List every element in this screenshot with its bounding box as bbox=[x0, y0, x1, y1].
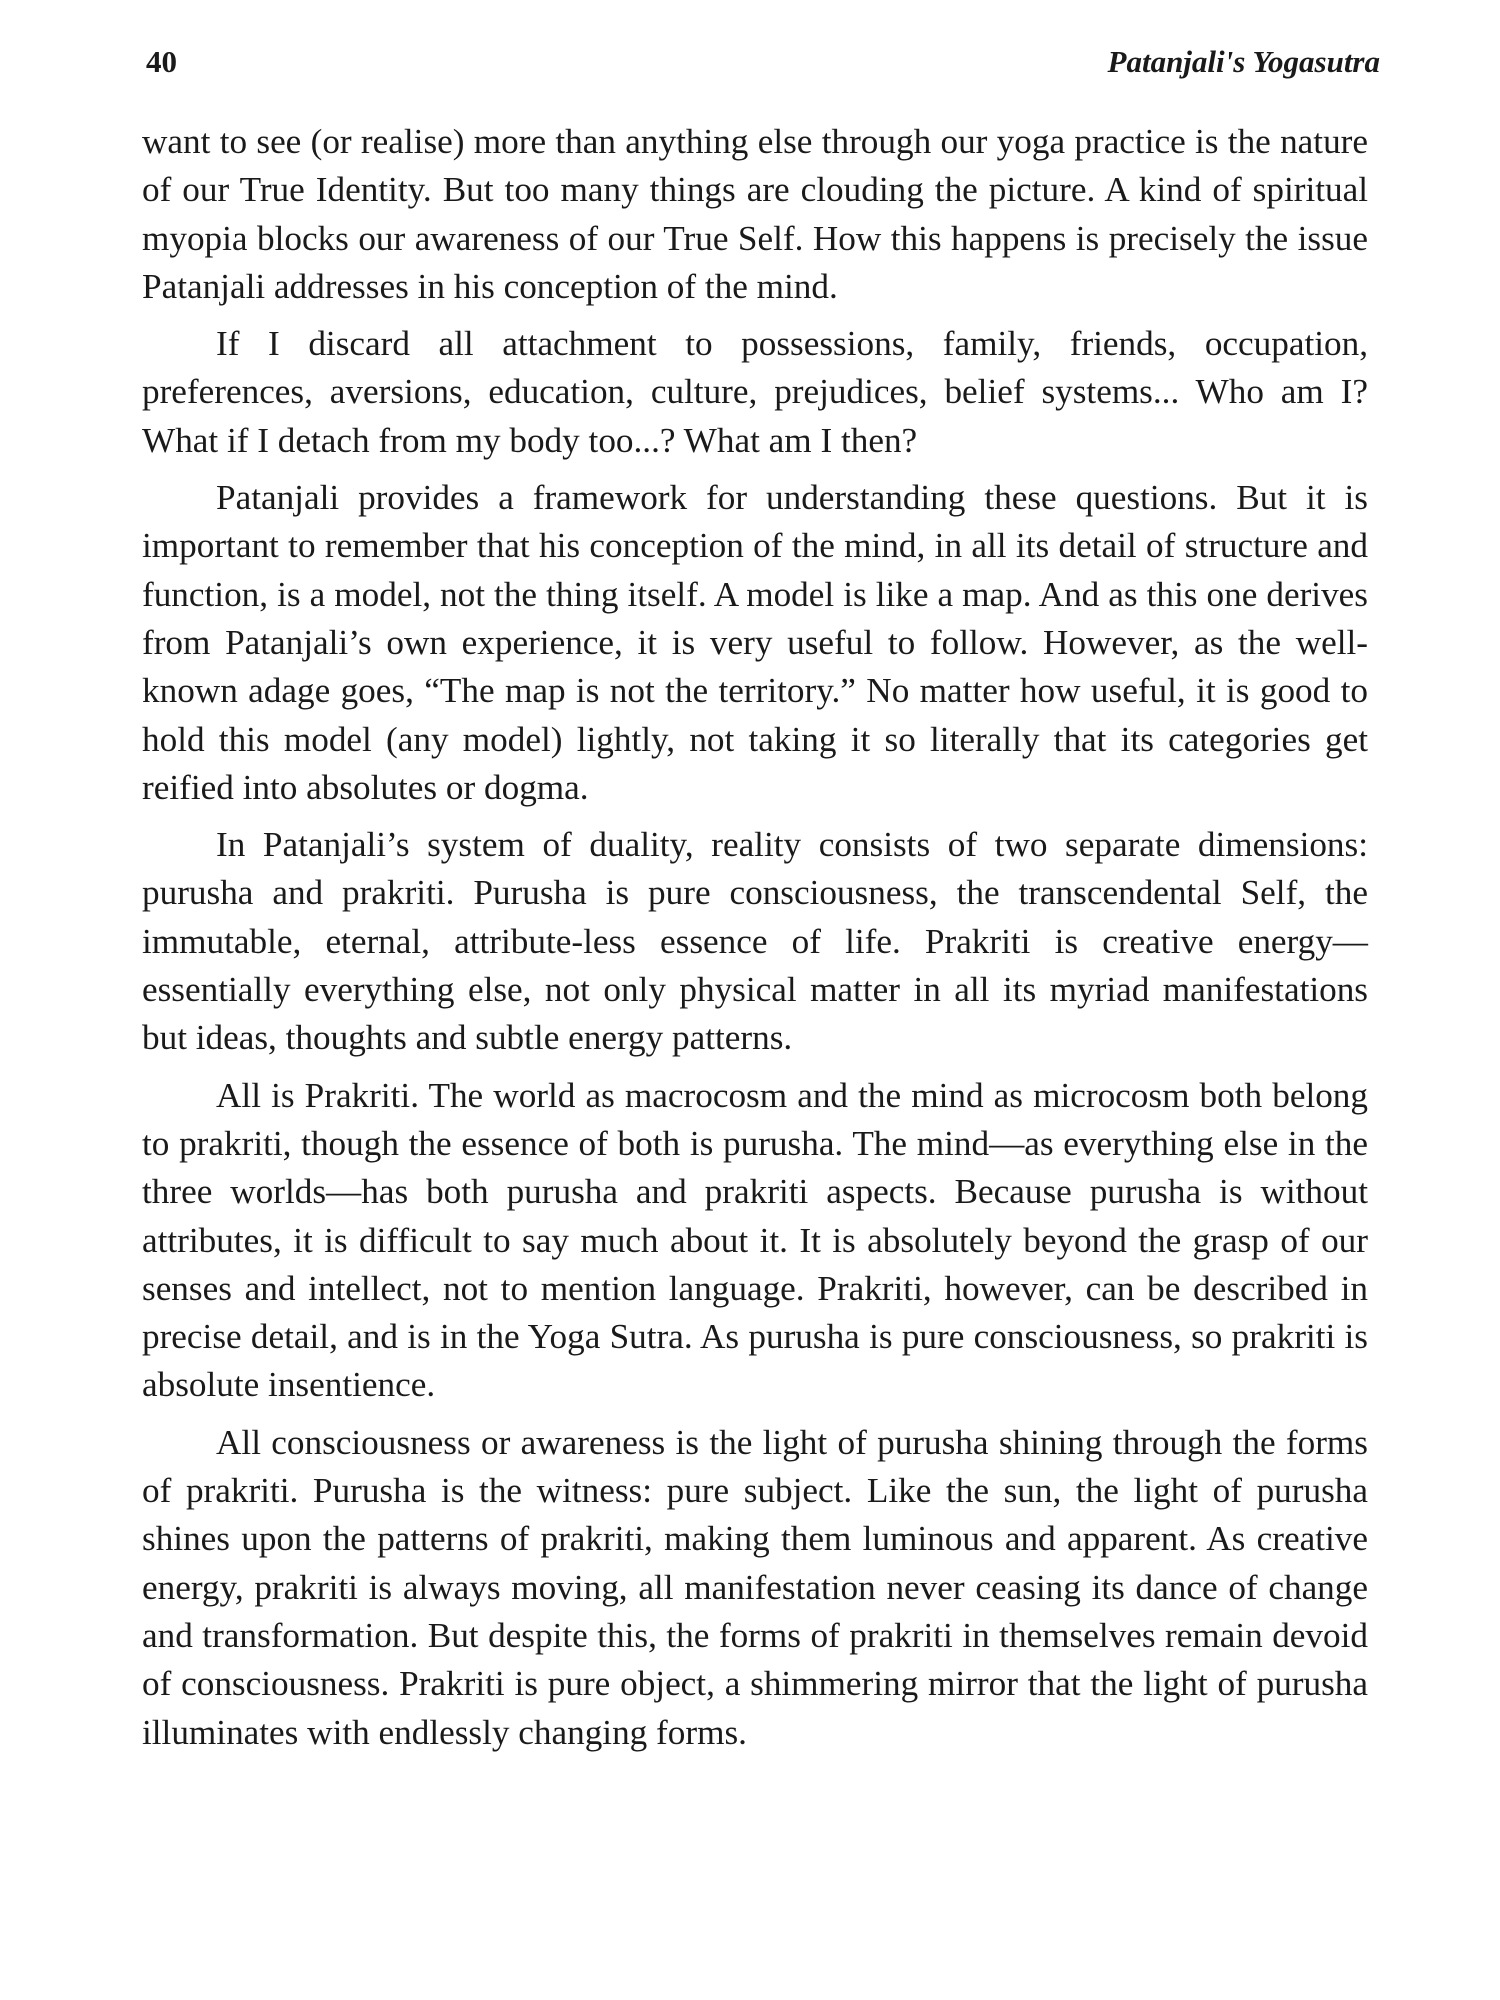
paragraph: All is Prakriti. The world as macrocosm and the mind as microcosm both belong to prakriti, though the essence of both is purusha. The mind—as everything else in the three worlds—has both purusha and prakriti aspects. Because purusha is without attributes, it is difficult to say much about it. It is absolutely beyond the grasp of our senses and intellect, not to mention language. Prakriti, however, can be described in precise detail, and is in the Yoga Sutra. As purusha is pure consciousness, so prakriti is absolute insentience. bbox=[142, 1075, 1368, 1405]
paragraph: If I discard all attachment to possessions, family, friends, occupation, preferences, aversions, education, culture, prejudices, belief systems... Who am I? What if I detach from my body too...? What am I then? bbox=[142, 324, 1368, 460]
paragraph-continued: want to see (or realise) more than anything else through our yoga practice is the nature of our True Identity. But too many things are clouding the picture. A kind of spiritual myopia blocks our awareness of our True Self. How this happens is precisely the issue Patanjali addresses in his conception of the mind. bbox=[142, 122, 1368, 306]
paragraph: In Patanjali’s system of duality, reality consists of two separate dimensions: purusha and prakriti. Purusha is pure consciousness, the transcendental Self, the immutable, eternal, attribute-less essence of life. Prakriti is creative energy—essentially everything else, not only physical matter in all its myriad manifestations but ideas, thoughts and subtle energy patterns. bbox=[142, 825, 1368, 1058]
body-text bbox=[142, 118, 1368, 1766]
running-title: Patanjali's Yogasutra bbox=[1107, 44, 1380, 79]
paragraph: All consciousness or awareness is the light of purusha shining through the forms of prakriti. Purusha is the witness: pure subject. Like the sun, the light of purusha shines upon the patterns of prakriti, making them luminous and apparent. As creative energy, prakriti is always moving, all manifestation never ceasing its dance of change and transformation. But despite this, the forms of prakriti in themselves remain devoid of consciousness. Prakriti is pure object, a shimmering mirror that the light of purusha illuminates with endlessly changing forms. bbox=[142, 1422, 1368, 1752]
paragraph: Patanjali provides a framework for understanding these questions. But it is important to remember that his conception of the mind, in all its detail of structure and function, is a model, not the thing itself. A model is like a map. And as this one derives from Patanjali’s own experience, it is very useful to follow. However, as the well-known adage goes, “The map is not the territory.” No matter how useful, it is good to hold this model (any model) lightly, not taking it so literally that its categories get reified into absolutes or dogma. bbox=[142, 478, 1368, 807]
page-number: 40 bbox=[146, 44, 177, 79]
page-header bbox=[146, 38, 1380, 88]
